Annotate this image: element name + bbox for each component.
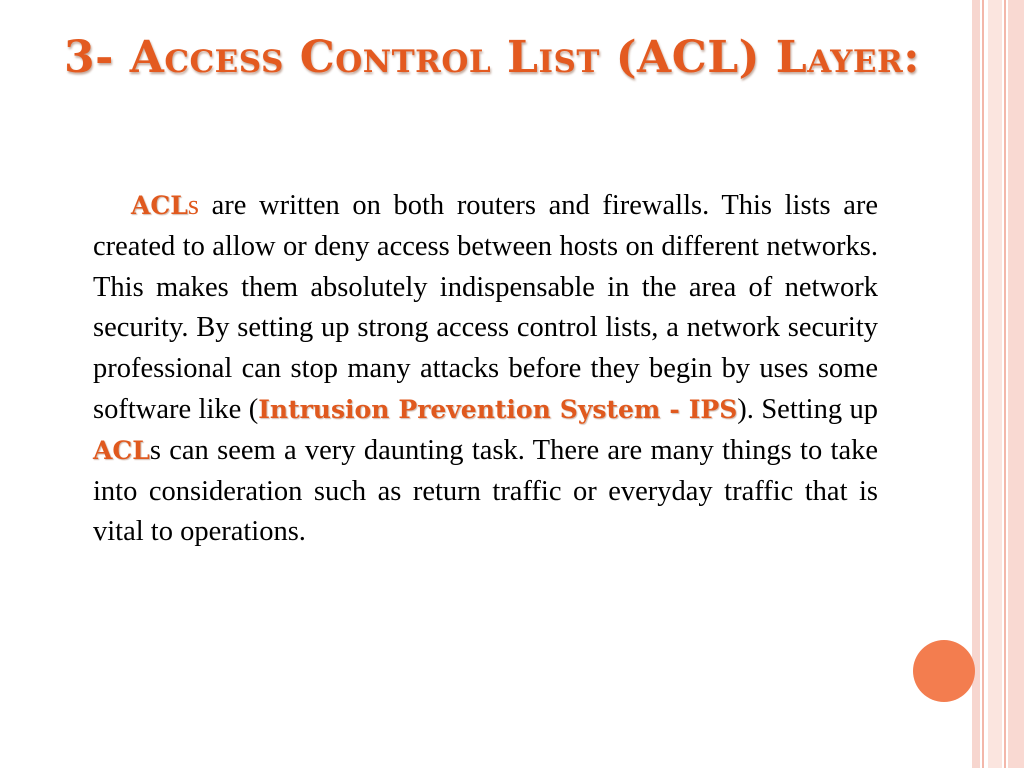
slide-title: 3- Access Control List (ACL) Layer: [64,32,921,83]
acl-term: ACL [131,191,188,220]
border-stripe [982,0,984,768]
ips-term: Intrusion Prevention System - IPS [258,394,738,424]
decorative-border-stripes [972,0,1024,768]
body-text-part-1: are written on both routers and firewalls. This lists are created to allow or deny access between hosts on different networks. This makes them absolutely indispensable in the area of network security. By setting up strong access control lists, a network security professional can stop many attacks before they begin by uses some software like ( [93,190,878,425]
body-text-part-3: s can seem a very daunting task. There are many things to take into consideration such as return traffic or everyday traffic that is vital to operations. [93,434,878,548]
border-stripe [972,0,980,768]
decorative-circle [913,640,975,702]
acl-plural-suffix: s [187,190,199,221]
border-stripe [988,0,1002,768]
acl-term: ACL [93,435,150,465]
body-paragraph [93,186,878,553]
border-stripe [1004,0,1006,768]
border-stripe [1008,0,1024,768]
body-text-part-2: ). Setting up [737,393,878,425]
